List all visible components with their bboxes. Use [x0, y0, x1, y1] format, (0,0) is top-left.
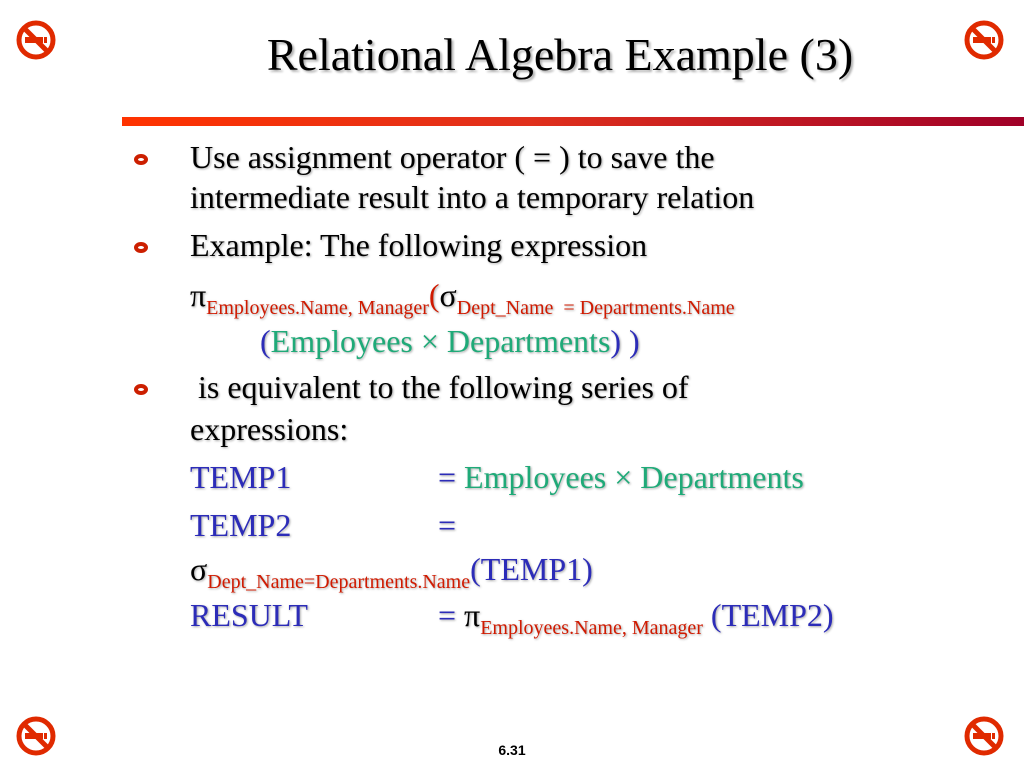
- circle-bullet-icon: [130, 370, 162, 408]
- temp2-argument: (TEMP1): [470, 551, 593, 587]
- circle-bullet-icon: [130, 228, 162, 266]
- result-assignment: [190, 596, 834, 639]
- bullet-1-line-2: intermediate result into a temporary relation: [190, 179, 755, 215]
- relation-departments: Departments: [446, 323, 611, 359]
- sigma-subscript: Dept_Name=Departments.Name: [207, 571, 471, 593]
- result-argument: (TEMP2): [710, 597, 834, 633]
- cross-product-symbol: ×: [420, 323, 439, 359]
- sigma-symbol: σ: [439, 277, 457, 313]
- bullet-3-line-2: expressions:: [190, 411, 349, 447]
- no-smoking-icon: [14, 18, 58, 62]
- pi-subscript: Employees.Name, Manager: [206, 297, 429, 319]
- result-label: RESULT: [190, 597, 308, 633]
- sigma-symbol: σ: [190, 551, 208, 587]
- temp2-expression: [190, 550, 593, 593]
- relation-employees: Employees: [270, 323, 413, 359]
- temp1-label: TEMP1: [190, 459, 292, 495]
- sigma-subscript-a: Dept_Name: [456, 297, 554, 319]
- temp1-assignment: [190, 458, 804, 496]
- open-paren: (: [428, 277, 440, 313]
- inner-close-paren: ): [610, 323, 622, 359]
- relation-departments: Departments: [640, 459, 804, 495]
- circle-bullet-icon: [130, 140, 162, 178]
- relation-employees: Employees: [464, 459, 607, 495]
- sigma-subscript-b: = Departments.Name: [563, 297, 735, 319]
- cross-product-symbol: ×: [614, 459, 633, 495]
- bullet-3-line-1: is equivalent to the following series of: [190, 369, 689, 405]
- expression-line-1: [190, 276, 735, 319]
- temp2-label: TEMP2: [190, 507, 292, 543]
- assign-operator: =: [438, 459, 457, 495]
- title-divider: [122, 117, 1024, 126]
- temp2-assignment: [190, 506, 456, 544]
- inner-open-paren: (: [260, 323, 271, 359]
- pi-symbol: π: [464, 597, 481, 633]
- pi-symbol: π: [190, 277, 207, 313]
- outer-close-paren: ): [629, 323, 640, 359]
- bullet-1-line-1: Use assignment operator ( = ) to save the: [190, 139, 715, 175]
- pi-subscript: Employees.Name, Manager: [480, 617, 703, 639]
- page-number: 6.31: [498, 742, 526, 758]
- assign-operator: =: [438, 507, 457, 543]
- bullet-2-line-1: Example: The following expression: [190, 227, 648, 263]
- expression-line-2: [260, 322, 640, 360]
- slide-title: Relational Algebra Example (3): [266, 29, 854, 80]
- assign-operator: =: [438, 597, 457, 633]
